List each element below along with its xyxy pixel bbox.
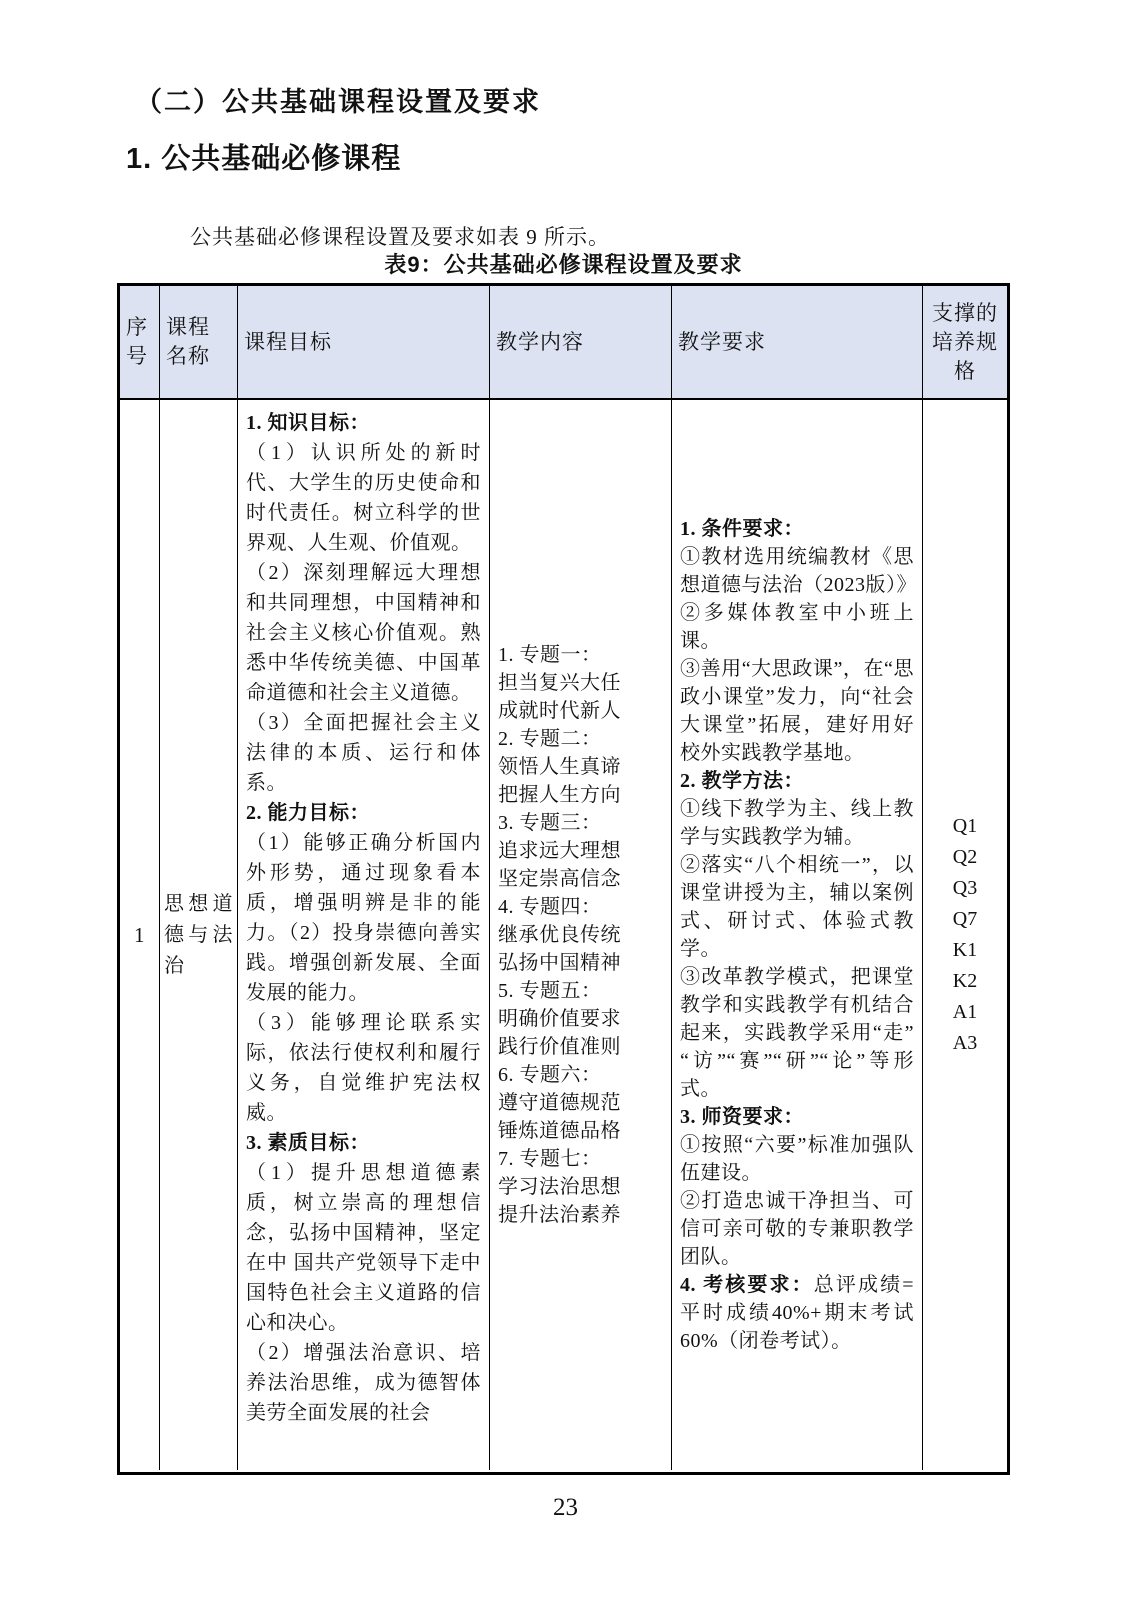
requirement-line: 1. 条件要求： xyxy=(680,518,804,540)
requirement-line: ①线下教学为主、线上教学与实践教学为辅。 xyxy=(680,798,914,848)
objective-line: （1）认识所处的新时代、大学生的历史使命和时代责任。树立科学的世界观、人生观、价值观。 xyxy=(246,442,481,554)
column-header-no: 序号 xyxy=(120,286,160,400)
requirement-line: ②多媒体教室中小班上课。 xyxy=(680,602,914,652)
content-line: 担当复兴大任 xyxy=(498,672,621,694)
spec-code: K2 xyxy=(952,970,978,992)
objective-line: 1. 知识目标： xyxy=(246,412,370,434)
objective-line: 2. 能力目标： xyxy=(246,802,370,824)
content-line: 学习法治思想 xyxy=(498,1176,621,1198)
content-line: 把握人生方向 xyxy=(498,784,621,806)
column-header-course-name: 课程名称 xyxy=(160,286,238,400)
column-header-objectives: 课程目标 xyxy=(238,286,490,400)
content-line: 追求远大理想 xyxy=(498,840,621,862)
cell-course-name xyxy=(160,400,238,1470)
content-line: 提升法治素养 xyxy=(498,1204,621,1226)
cell-row-number: 1 xyxy=(120,400,160,1470)
requirement-line: ③改革教学模式，把课堂教学和实践教学有机结合起来，实践教学采用“走”“访”“赛”“研”“论”等形式。 xyxy=(680,966,914,1100)
objective-line: （3）能够理论联系实际，依法行使权利和履行义务，自觉维护宪法权威。 xyxy=(246,1012,481,1124)
content-line: 领悟人生真谛 xyxy=(498,756,621,778)
content-line: 6. 专题六： xyxy=(498,1064,602,1086)
requirement-line: 4. 考核要求：总评成绩=平时成绩40%+期末考试60%（闭卷考试）。 xyxy=(680,1274,915,1352)
column-header-requirements: 教学要求 xyxy=(672,286,923,400)
spec-code: Q1 xyxy=(952,815,978,837)
content-line: 践行价值准则 xyxy=(498,1036,621,1058)
content-line: 继承优良传统 xyxy=(498,924,621,946)
objective-line: （2）增强法治意识、培养法治思维，成为德智体美劳全面发展的社会 xyxy=(246,1342,481,1424)
intro-paragraph: 公共基础必修课程设置及要求如表 9 所示。 xyxy=(190,225,610,249)
objective-line: （3）全面把握社会主义法律的本质、运行和体系。 xyxy=(246,712,481,794)
requirement-line: ②落实“八个相统一”，以课堂讲授为主，辅以案例式、研讨式、体验式教学。 xyxy=(680,854,914,960)
objective-line: （1）能够正确分析国内外形势，通过现象看本质，增强明辨是非的能力。（2）投身崇德向善实践。增强创新发展、全面发展的能力。 xyxy=(246,832,481,1004)
requirement-line: 2. 教学方法： xyxy=(680,770,804,792)
content-line: 遵守道德规范 xyxy=(498,1092,621,1114)
content-line: 5. 专题五： xyxy=(498,980,602,1002)
column-header-specs: 支撑的培养规格 xyxy=(923,286,1007,400)
content-line: 3. 专题三： xyxy=(498,812,602,834)
requirement-line: ①按照“六要”标准加强队伍建设。 xyxy=(680,1134,914,1184)
objective-line: 3. 素质目标： xyxy=(246,1132,370,1154)
spec-code: Q7 xyxy=(952,908,978,930)
requirement-line: 3. 师资要求： xyxy=(680,1106,804,1128)
table-caption: 表9：公共基础必修课程设置及要求 xyxy=(384,252,743,277)
course-table xyxy=(117,283,1010,1475)
content-line: 1. 专题一： xyxy=(498,644,602,666)
requirement-line: ②打造忠诚干净担当、可信可亲可敬的专兼职教学团队。 xyxy=(680,1190,914,1268)
section-heading: （二）公共基础课程设置及要求 xyxy=(135,87,541,117)
content-line: 锤炼道德品格 xyxy=(498,1120,621,1142)
cell-supported-specs xyxy=(923,400,1007,1470)
sub-heading: 1. 公共基础必修课程 xyxy=(126,143,402,175)
spec-code: K1 xyxy=(952,939,978,961)
content-line: 7. 专题七： xyxy=(498,1148,602,1170)
cell-teaching-contents xyxy=(490,400,672,1470)
requirement-line: ①教材选用统编教材《思想道德与法治（2023版）》 xyxy=(680,546,917,596)
cell-course-objectives xyxy=(238,400,490,1470)
spec-code: Q3 xyxy=(952,877,978,899)
objective-line: （2）深刻理解远大理想和共同理想，中国精神和社会主义核心价值观。熟悉中华传统美德、中国革命道德和社会主义道德。 xyxy=(246,562,481,704)
content-line: 成就时代新人 xyxy=(498,700,621,722)
content-line: 4. 专题四： xyxy=(498,896,602,918)
requirement-line: ③善用“大思政课”，在“思政小课堂”发力，向“社会大课堂”拓展，建好用好校外实践教学基地。 xyxy=(680,658,914,764)
spec-code: A1 xyxy=(952,1001,978,1023)
page-number: 23 xyxy=(553,1494,578,1521)
content-line: 坚定崇高信念 xyxy=(498,868,621,890)
spec-code: A3 xyxy=(952,1032,978,1054)
spec-code: Q2 xyxy=(952,846,978,868)
content-line: 2. 专题二： xyxy=(498,728,602,750)
cell-teaching-requirements xyxy=(672,400,923,1470)
content-line: 明确价值要求 xyxy=(498,1008,621,1030)
content-line: 弘扬中国精神 xyxy=(498,952,621,974)
course-name-text: 思想道德与法治 xyxy=(164,892,233,977)
column-header-contents: 教学内容 xyxy=(490,286,672,400)
objective-line: （1）提升思想道德素质，树立崇高的理想信念，弘扬中国精神，坚定在中 国共产党领导下走中国特色社会主义道路的信心和决心。 xyxy=(246,1162,481,1334)
